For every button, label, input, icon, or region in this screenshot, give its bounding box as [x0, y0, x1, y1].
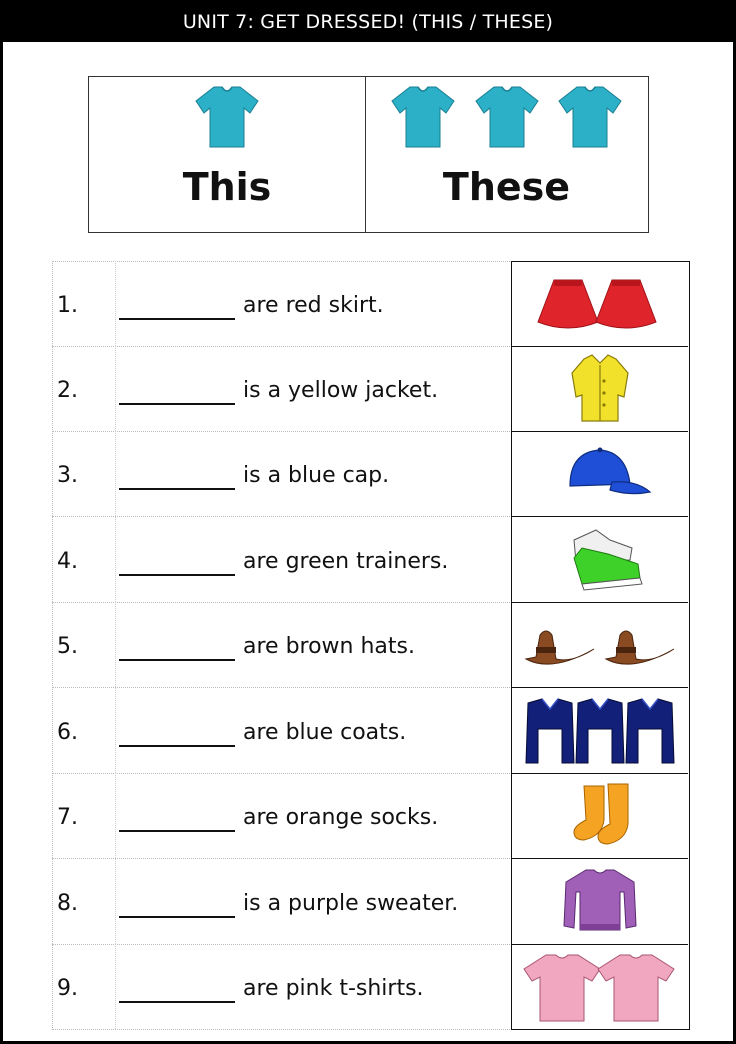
answer-blank[interactable]: [119, 830, 235, 832]
picture-cell-4: [512, 518, 688, 603]
column-divider: [115, 773, 116, 858]
exercise-row-4: [52, 517, 512, 603]
picture-cell-1: [512, 262, 688, 347]
sentence-text: are brown hats.: [243, 634, 415, 659]
picture-column: [511, 261, 690, 1030]
purple-sweater-icon: [512, 860, 688, 945]
this-label: This: [182, 165, 272, 209]
exercise-row-9: [52, 944, 512, 1030]
exercise-row-6: [52, 688, 512, 774]
this-cell: [89, 77, 366, 232]
item-number: 7.: [57, 805, 78, 830]
exercise-row-3: [52, 431, 512, 517]
page-header: [0, 0, 736, 42]
exercise-row-5: [52, 602, 512, 688]
pink-tshirts-icon: [512, 945, 688, 1030]
item-number: 9.: [57, 976, 78, 1001]
answer-blank[interactable]: [119, 574, 235, 576]
these-label: These: [442, 165, 571, 209]
sentence-text: is a purple sweater.: [243, 891, 459, 916]
answer-blank[interactable]: [119, 916, 235, 918]
item-number: 3.: [57, 463, 78, 488]
picture-cell-2: [512, 347, 688, 432]
answer-blank[interactable]: [119, 318, 235, 320]
column-divider: [115, 602, 116, 687]
sentence-text: are red skirt.: [243, 293, 384, 318]
answer-blank[interactable]: [119, 403, 235, 405]
blue-cap-icon: [512, 432, 688, 517]
picture-cell-5: [512, 603, 688, 688]
column-divider: [115, 944, 116, 1029]
tshirt-icon: [388, 83, 458, 151]
picture-cell-9: [512, 945, 688, 1030]
yellow-jacket-icon: [512, 347, 688, 432]
column-divider: [115, 346, 116, 431]
sentence-text: is a yellow jacket.: [243, 378, 439, 403]
page-title: UNIT 7: GET DRESSED! (THIS / THESE): [182, 11, 554, 33]
answer-blank[interactable]: [119, 745, 235, 747]
sentence-text: are pink t-shirts.: [243, 976, 424, 1001]
exercise-row-1: [52, 261, 512, 347]
green-trainers-icon: [512, 518, 688, 603]
column-divider: [115, 517, 116, 602]
blue-coats-icon: [512, 689, 688, 774]
these-cell: [366, 77, 647, 232]
item-number: 4.: [57, 549, 78, 574]
answer-blank[interactable]: [119, 488, 235, 490]
three-shirts-group: [366, 83, 647, 153]
orange-socks-icon: [512, 774, 688, 859]
item-number: 1.: [57, 293, 78, 318]
picture-cell-6: [512, 689, 688, 774]
this-these-reference-box: [88, 76, 649, 233]
item-number: 2.: [57, 378, 78, 403]
item-number: 5.: [57, 634, 78, 659]
brown-hats-icon: [512, 603, 688, 688]
tshirt-icon: [555, 83, 625, 151]
picture-cell-7: [512, 774, 688, 859]
single-shirt-group: [89, 83, 365, 153]
column-divider: [115, 431, 116, 516]
column-divider: [115, 688, 116, 773]
answer-blank[interactable]: [119, 1001, 235, 1003]
sentence-text: are green trainers.: [243, 549, 449, 574]
sentence-text: are blue coats.: [243, 720, 407, 745]
column-divider: [115, 261, 116, 346]
exercise-row-7: [52, 773, 512, 859]
item-number: 6.: [57, 720, 78, 745]
tshirt-icon: [472, 83, 542, 151]
tshirt-icon: [192, 83, 262, 151]
exercise-row-2: [52, 346, 512, 432]
item-number: 8.: [57, 891, 78, 916]
picture-cell-3: [512, 432, 688, 517]
sentence-text: is a blue cap.: [243, 463, 390, 488]
sentence-text: are orange socks.: [243, 805, 439, 830]
exercise-row-8: [52, 859, 512, 945]
column-divider: [115, 859, 116, 944]
answer-blank[interactable]: [119, 659, 235, 661]
red-skirts-icon: [512, 262, 688, 347]
picture-cell-8: [512, 860, 688, 945]
